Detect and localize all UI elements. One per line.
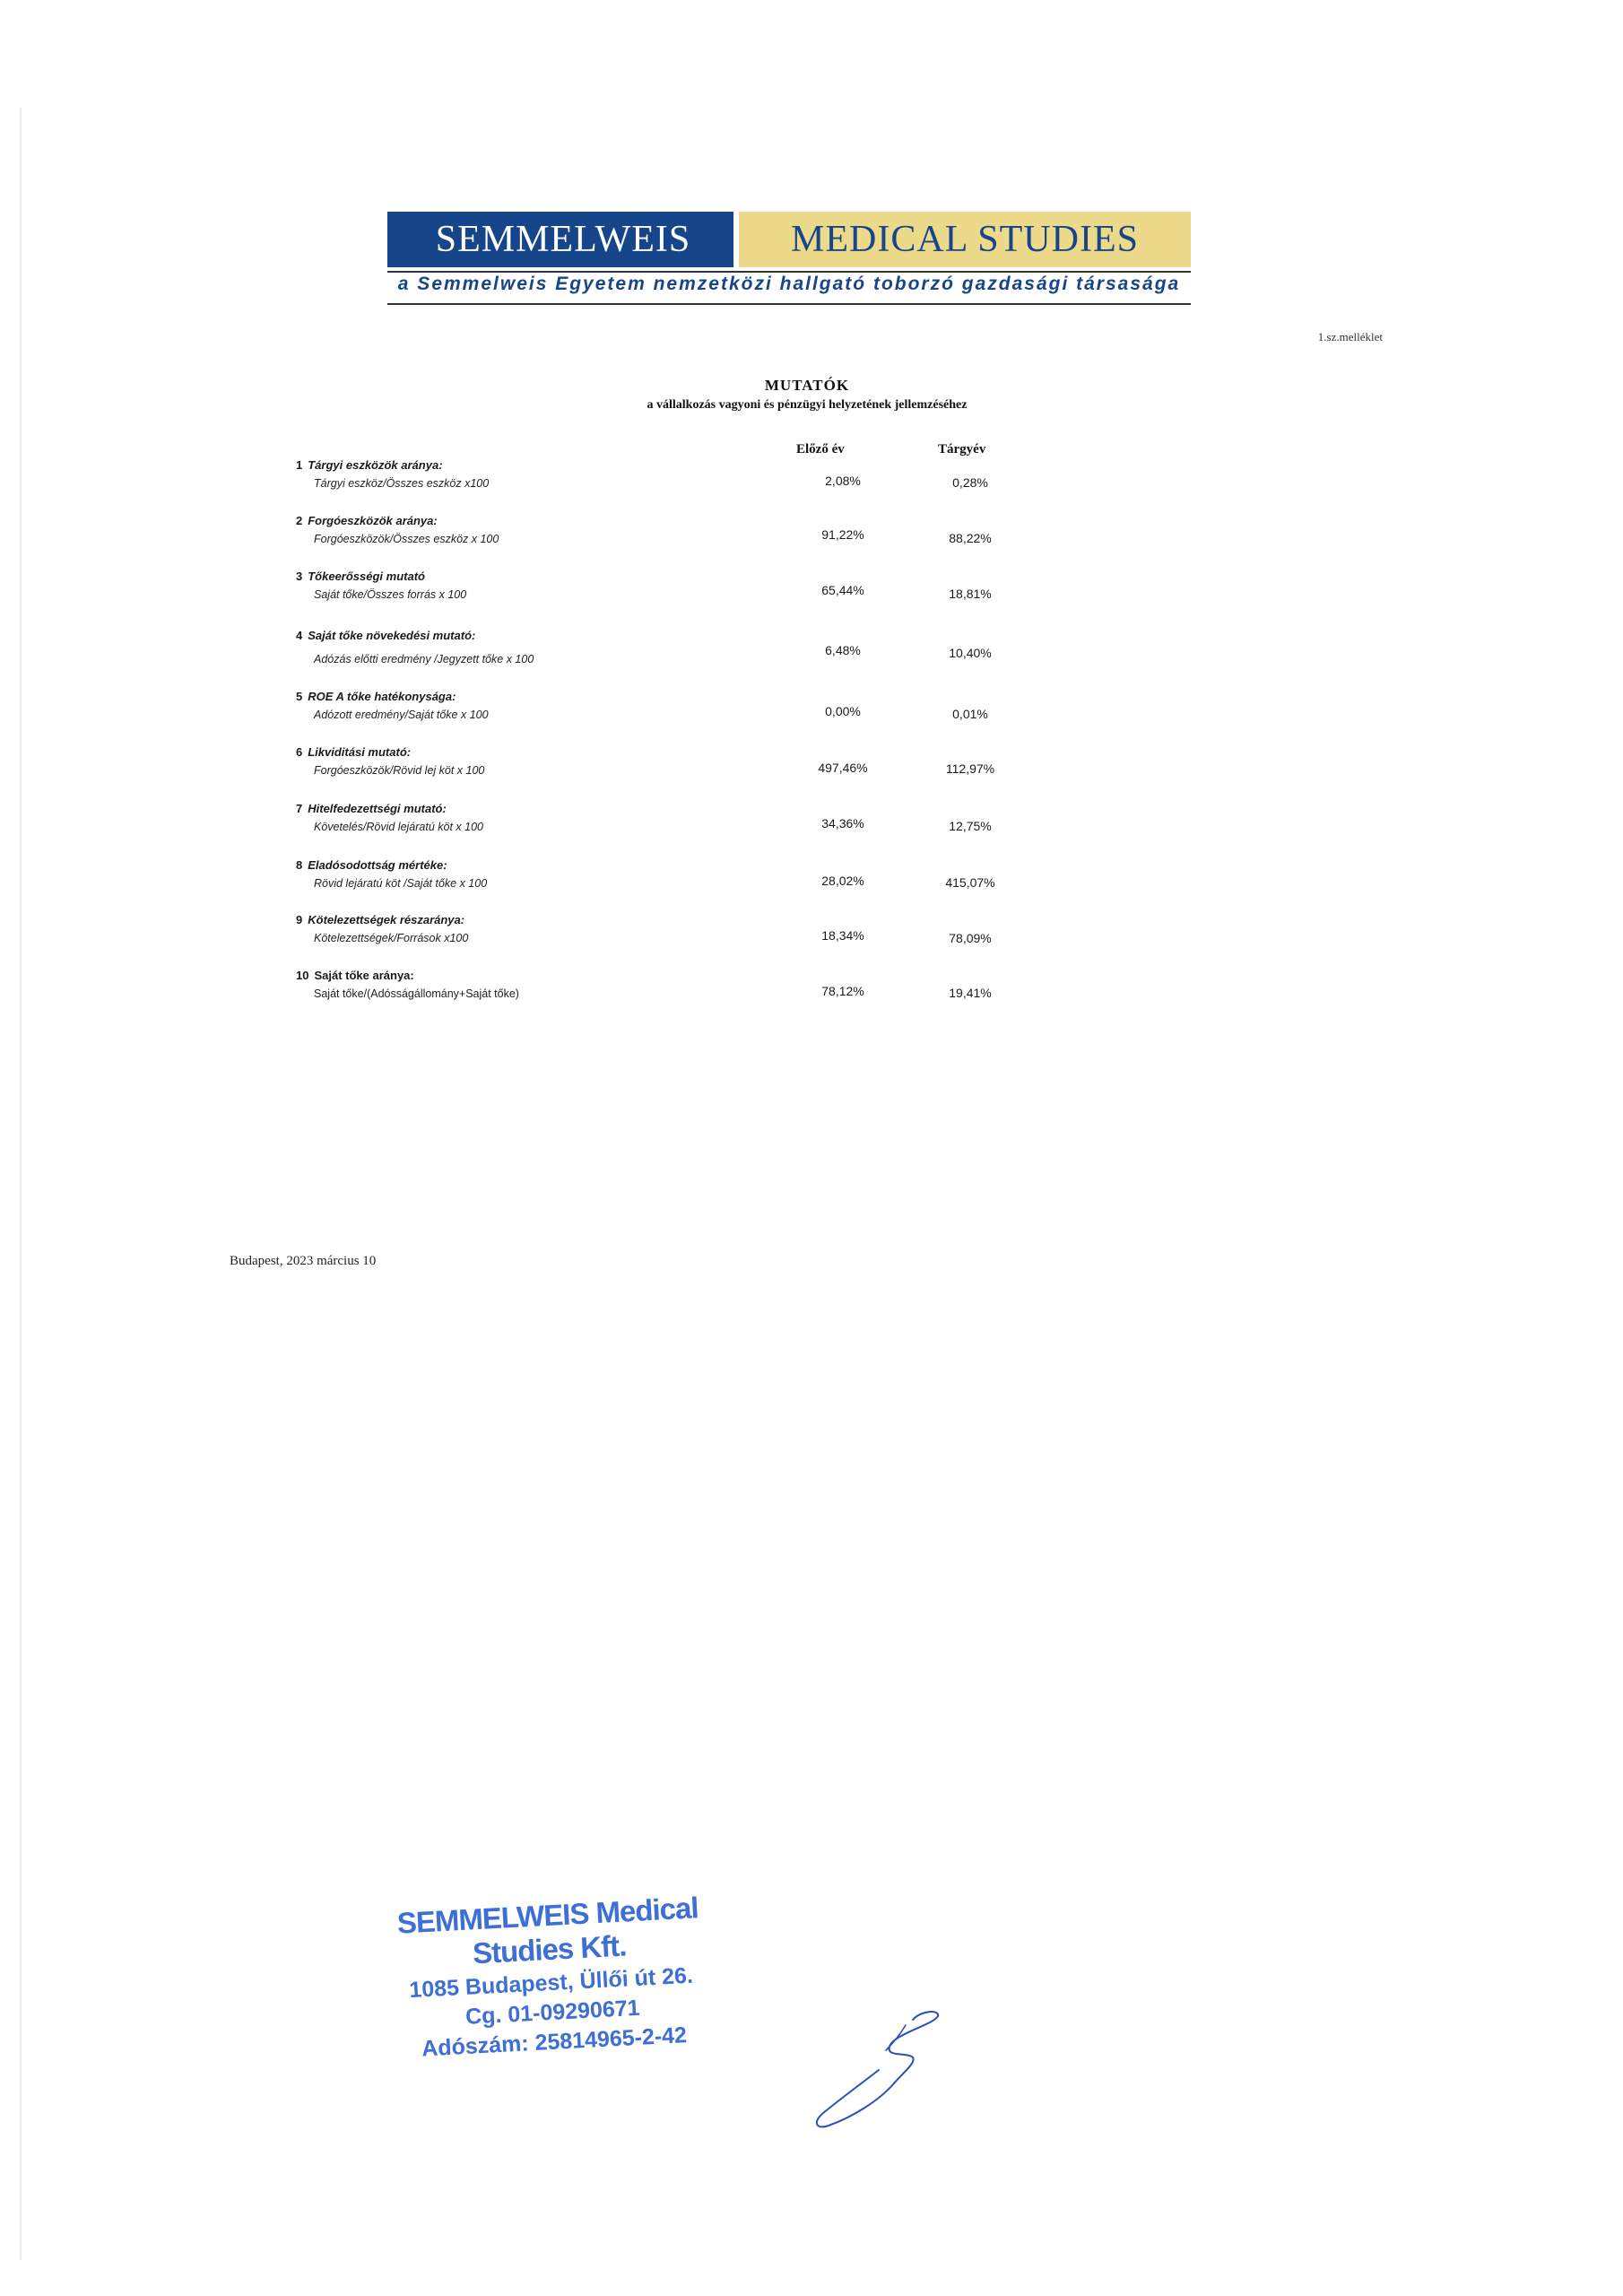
company-stamp	[359, 1889, 743, 2066]
column-header-previous: Előző év	[796, 442, 845, 457]
indicator-row	[296, 858, 1103, 909]
value-current: 0,01%	[952, 707, 988, 721]
indicator-number: 7	[296, 802, 303, 815]
value-previous: 34,36%	[821, 816, 864, 831]
value-previous: 78,12%	[821, 984, 864, 998]
value-current: 88,22%	[949, 531, 992, 545]
indicator-name	[296, 629, 475, 642]
indicator-number: 10	[296, 969, 309, 982]
indicator-number: 4	[296, 629, 303, 642]
signature-stroke	[886, 2025, 906, 2050]
stamp-registration: Cg. 01-09290671	[464, 1995, 641, 2030]
indicator-row	[296, 802, 1103, 852]
signature	[807, 1998, 959, 2133]
brand-left: SEMMELWEIS	[387, 212, 739, 267]
stamp-address: 1085 Budapest, Üllői út 26.	[408, 1962, 694, 2004]
indicator-row	[296, 514, 1103, 564]
banner-rule-bottom	[387, 303, 1191, 305]
value-previous: 28,02%	[821, 874, 864, 888]
value-current: 112,97%	[945, 761, 995, 776]
indicator-name	[296, 913, 464, 926]
scan-edge	[20, 108, 22, 2260]
value-previous: 18,34%	[821, 928, 864, 943]
indicator-row	[296, 745, 1103, 796]
indicator-number: 2	[296, 514, 303, 527]
indicator-number: 8	[296, 858, 303, 872]
indicator-name	[296, 458, 443, 472]
value-previous: 0,00%	[825, 704, 861, 718]
indicator-name	[296, 858, 447, 872]
indicator-formula: Tárgyi eszköz/Összes eszköz x100	[314, 477, 490, 490]
column-header-current: Tárgyév	[938, 442, 986, 457]
indicator-formula: Adózás előtti eredmény /Jegyzett tőke x 100	[314, 653, 534, 665]
tagline: a Semmelweis Egyetem nemzetközi hallgató toborzó gazdasági társasága	[397, 274, 1181, 294]
indicator-row	[296, 969, 1103, 1019]
indicator-formula: Saját tőke/(Adósságállomány+Saját tőke)	[314, 987, 519, 1000]
value-current: 0,28%	[952, 475, 988, 490]
signature-stroke	[817, 2012, 938, 2126]
indicator-label: Eladósodottság mértéke:	[308, 858, 447, 872]
indicator-row	[296, 458, 1103, 509]
indicator-number: 1	[296, 458, 303, 472]
annex-label: 1.sz.melléklet	[1317, 330, 1383, 344]
indicator-number: 9	[296, 913, 303, 926]
indicator-label: Hitelfedezettségi mutató:	[308, 802, 447, 815]
indicator-formula: Rövid lejáratú köt /Saját tőke x 100	[314, 877, 488, 890]
company-banner	[387, 212, 1191, 267]
indicator-label: Kötelezettségek részaránya:	[308, 913, 465, 926]
stamp-tax-number: Adószám: 25814965-2-42	[421, 2022, 688, 2062]
stamp-company-name: SEMMELWEIS Medical Studies Kft.	[395, 1891, 699, 1970]
indicator-formula: Saját tőke/Összes forrás x 100	[314, 588, 467, 601]
value-current: 12,75%	[949, 819, 992, 833]
indicator-name	[296, 690, 456, 703]
value-previous: 497,46%	[818, 761, 868, 775]
brand-right: MEDICAL STUDIES	[739, 212, 1191, 267]
indicator-number: 5	[296, 690, 303, 703]
indicator-number: 6	[296, 745, 303, 759]
value-current: 18,81%	[949, 587, 992, 601]
indicator-name	[296, 969, 414, 982]
value-previous: 65,44%	[821, 583, 864, 597]
indicator-formula: Forgóeszközök/Összes eszköz x 100	[314, 533, 499, 545]
indicator-formula: Adózott eredmény/Saját tőke x 100	[314, 709, 489, 721]
indicator-label: ROE A tőke hatékonysága:	[308, 690, 456, 703]
indicator-name	[296, 745, 411, 759]
indicator-label: Tárgyi eszközök aránya:	[308, 458, 443, 472]
indicator-row	[296, 629, 1103, 679]
value-current: 78,09%	[949, 931, 992, 945]
indicator-name	[296, 514, 438, 527]
indicator-label: Saját tőke aránya:	[314, 969, 414, 982]
place-and-date: Budapest, 2023 március 10	[230, 1254, 377, 1268]
indicator-number: 3	[296, 570, 303, 583]
indicator-formula: Forgóeszközök/Rövid lej köt x 100	[314, 764, 485, 777]
document-title: MUTATÓK	[764, 377, 850, 394]
value-current: 10,40%	[949, 646, 992, 660]
document-title-block	[466, 377, 1148, 413]
indicator-row	[296, 570, 1103, 620]
value-previous: 91,22%	[821, 527, 864, 542]
indicator-formula: Követelés/Rövid lejáratú köt x 100	[314, 821, 483, 833]
indicator-label: Forgóeszközök aránya:	[308, 514, 438, 527]
value-current: 415,07%	[945, 875, 995, 890]
indicator-label: Likviditási mutató:	[308, 745, 412, 759]
value-previous: 2,08%	[825, 474, 861, 488]
indicator-label: Saját tőke növekedési mutató:	[308, 629, 476, 642]
indicator-formula: Kötelezettségek/Források x100	[314, 932, 469, 944]
indicator-label: Tőkeerősségi mutató	[308, 570, 425, 583]
value-previous: 6,48%	[825, 643, 861, 657]
value-current: 19,41%	[949, 986, 992, 1000]
indicator-name	[296, 802, 447, 815]
indicator-name	[296, 570, 425, 583]
indicator-row	[296, 690, 1103, 740]
indicator-row	[296, 913, 1103, 963]
document-subtitle: a vállalkozás vagyoni és pénzügyi helyzetének jellemzéséhez	[647, 398, 968, 412]
